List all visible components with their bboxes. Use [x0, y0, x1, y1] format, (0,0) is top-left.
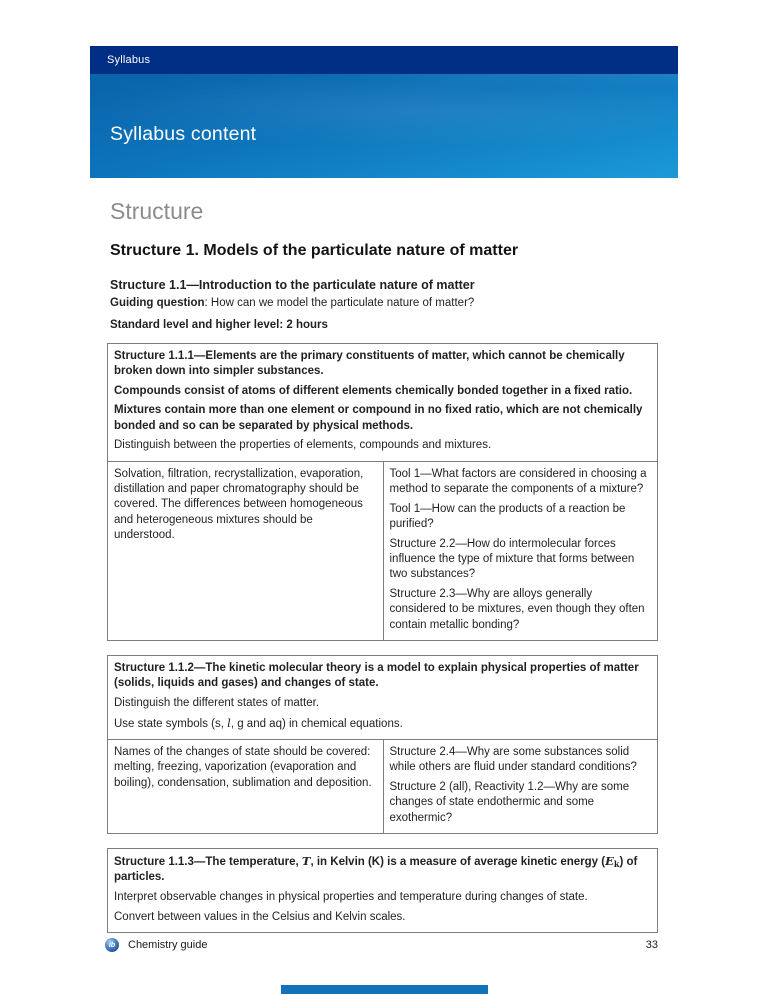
- text-segment: Structure 1.1.1—Elements are the primary constituents of matter, which cannot be chemically broken down into simpler substances.: [114, 349, 625, 377]
- text-segment: , g and aq) in chemical equations.: [230, 717, 403, 730]
- syllabus-table-structure-1-1-2: [107, 655, 658, 834]
- paragraph: [114, 403, 648, 434]
- understandings-cell: [108, 849, 657, 932]
- paragraph: Structure 2 (all), Reactivity 1.2—Why are some changes of state endothermic and some exothermic?: [389, 781, 630, 824]
- text-segment: Mixtures contain more than one element or compound in no fixed ratio, which are not chemically bonded and so can be separated by physical methods.: [114, 404, 643, 432]
- paragraph: Tool 1—What factors are considered in choosing a method to separate the components of a mixture?: [389, 467, 647, 495]
- page-number: 33: [645, 939, 658, 951]
- paragraph: [114, 661, 648, 692]
- guidance-cell: [108, 740, 383, 833]
- bottom-blue-bar: [281, 985, 488, 994]
- running-header-label: Syllabus: [107, 54, 151, 66]
- understandings-cell: [108, 656, 657, 739]
- guidance-cell: [108, 462, 383, 640]
- linking-questions-cell: [383, 740, 658, 833]
- section-heading: Structure: [110, 198, 204, 224]
- subtopic-heading: Structure 1.1—Introduction to the particulate nature of matter: [110, 278, 475, 292]
- teaching-hours: Standard level and higher level: 2 hours: [110, 318, 328, 331]
- text-segment: ) of particles.: [114, 856, 638, 884]
- paragraph: Structure 2.3—Why are alloys generally considered to be mixtures, even though they often contain metallic bonding?: [389, 588, 645, 631]
- document-title: Chemistry guide: [128, 939, 208, 951]
- running-header-bar: [90, 46, 678, 74]
- text-segment: l: [227, 715, 231, 730]
- ib-logo-icon: ib: [105, 938, 119, 952]
- paragraph: Distinguish between the properties of elements, compounds and mixtures.: [114, 439, 492, 452]
- text-segment: T: [301, 854, 311, 869]
- paragraph: [114, 854, 648, 886]
- guidance-linking-row: [108, 739, 657, 833]
- text-segment: Compounds consist of atoms of different elements chemically bonded together in a fixed ratio.: [114, 384, 633, 397]
- paragraph: Names of the changes of state should be covered: melting, freezing, vaporization (evaporation and boiling), condensation, sublimation and deposition.: [114, 746, 372, 789]
- text-segment: , in Kelvin (K) is a measure of average kinetic energy (: [310, 856, 606, 869]
- understandings-cell: [108, 344, 657, 461]
- linking-questions-cell: [383, 462, 658, 640]
- guiding-question: [110, 296, 658, 312]
- text-segment: : How can we model the particulate nature of matter?: [204, 297, 475, 309]
- text-segment: Use state symbols (s,: [114, 717, 228, 730]
- topic-heading: Structure 1. Models of the particulate nature of matter: [110, 242, 519, 259]
- paragraph: Tool 1—How can the products of a reaction be purified?: [389, 502, 626, 531]
- paragraph: [114, 716, 648, 732]
- syllabus-table-structure-1-1-3: [107, 848, 658, 933]
- banner-title: Syllabus content: [110, 123, 257, 145]
- paragraph: Interpret observable changes in physical properties and temperature during changes of state.: [114, 891, 588, 904]
- syllabus-table-structure-1-1-1: [107, 343, 658, 642]
- paragraph: Structure 2.4—Why are some substances solid while others are fluid under standard conditions?: [389, 746, 637, 774]
- paragraph: [114, 384, 648, 399]
- text-segment: Structure 1.1.3—The temperature,: [114, 856, 302, 869]
- paragraph: [114, 349, 648, 380]
- paragraph: Structure 2.2—How do intermolecular forces influence the type of mixture that forms between two substances?: [389, 537, 635, 581]
- paragraph: Distinguish the different states of matter.: [114, 697, 319, 710]
- text-segment: Guiding question: [110, 297, 205, 309]
- text-segment: k: [613, 859, 620, 870]
- text-segment: E: [605, 854, 614, 869]
- page-footer: [105, 938, 658, 952]
- text-segment: Structure 1.1.2—The kinetic molecular theory is a model to explain physical properties of matter (solids, liquids and gases) and changes of state.: [114, 662, 639, 690]
- banner: [90, 74, 678, 178]
- guidance-linking-row: [108, 461, 657, 640]
- paragraph: Convert between values in the Celsius and Kelvin scales.: [114, 910, 406, 923]
- page-content: [107, 192, 658, 933]
- paragraph: Solvation, filtration, recrystallization, evaporation, distillation and paper chromatography should be covered. The differences between homogeneous and heterogeneous mixtures should be understood.: [114, 467, 364, 541]
